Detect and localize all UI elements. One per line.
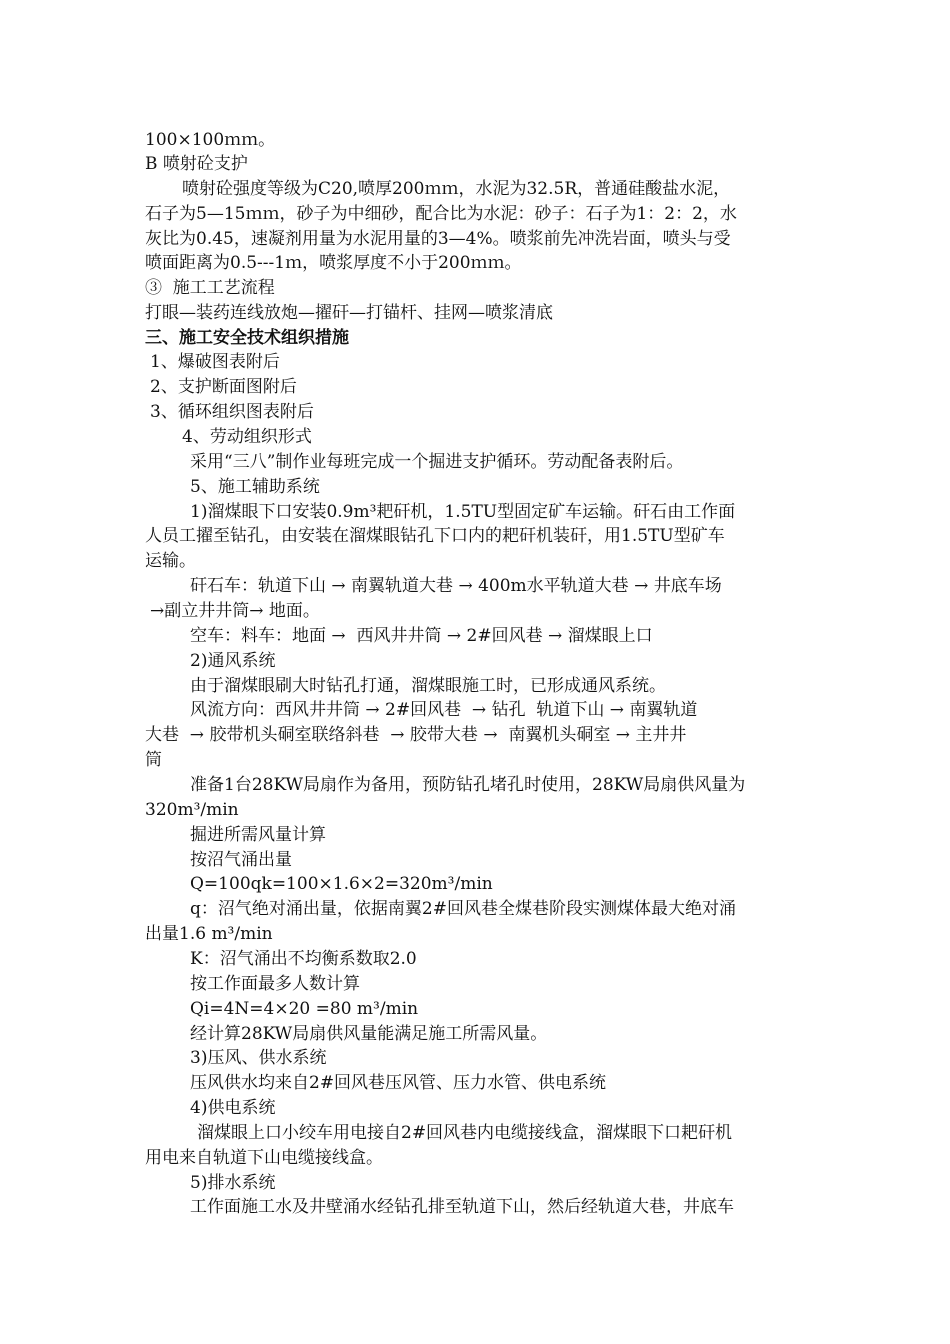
section-heading: 三、施工安全技术组织措施 [145,328,349,348]
text-line: 准备1台28KW局扇作为备用，预防钻孔堵孔时使用，28KW局扇供风量为 [190,775,746,795]
text-line: B 喷射砼支护 [145,154,248,174]
text-line: 矸石车：轨道下山 → 南翼轨道大巷 → 400m水平轨道大巷 → 井底车场 [190,576,722,596]
text-line: 2)通风系统 [190,651,276,671]
text-line: Q=100qk=100×1.6×2=320m³/min [190,874,493,894]
text-line: 灰比为0.45，速凝剂用量为水泥用量的3—4%。喷浆前先冲洗岩面，喷头与受 [145,229,731,249]
text-line: 用电来自轨道下山电缆接线盒。 [145,1148,383,1168]
text-line: 大巷 → 胶带机头硐室联络斜巷 → 胶带大巷 → 南翼机头硐室 → 主井井 [145,725,687,745]
text-line: 1、爆破图表附后 [150,352,280,372]
text-line: 4、劳动组织形式 [182,427,312,447]
text-line: 人员工擢至钻孔，由安装在溜煤眼钻孔下口内的耙矸机装矸，用1.5TU型矿车 [145,526,725,546]
text-line: q：沼气绝对涌出量，依据南翼2#回风巷全煤巷阶段实测煤体最大绝对涌 [190,899,736,919]
text-line: 运输。 [145,551,196,571]
text-line: 溜煤眼上口小绞车用电接自2#回风巷内电缆接线盒，溜煤眼下口耙矸机 [197,1123,733,1143]
text-line: ③ 施工工艺流程 [145,278,275,298]
text-line: 出量1.6 m³/min [145,924,273,944]
text-line: 2、支护断面图附后 [150,377,297,397]
text-line: 风流方向：西风井井筒 → 2#回风巷 → 钻孔 轨道下山 → 南翼轨道 [190,700,698,720]
text-line: 喷射砼强度等级为C20,喷厚200ｍｍ，水泥为32.5R，普通硅酸盐水泥， [182,179,731,199]
text-line: 按沼气涌出量 [190,850,292,870]
text-line: 空车：料车：地面 → 西风井井筒 → 2#回风巷 → 溜煤眼上口 [190,626,653,646]
text-line: 采用“三八”制作业每班完成一个掘进支护循环。劳动配备表附后。 [190,452,684,472]
text-line: 3)压风、供水系统 [190,1048,327,1068]
text-line: 3、循环组织图表附后 [150,402,314,422]
text-line: 打眼—装药连线放炮—擢矸—打锚杆、挂网—喷浆清底 [145,303,553,323]
text-line: K：沼气涌出不均衡系数取2.0 [190,949,417,969]
text-line: 工作面施工水及井壁涌水经钻孔排至轨道下山，然后经轨道大巷，井底车 [190,1197,734,1217]
text-line: 经计算28KW局扇供风量能满足施工所需风量。 [190,1024,548,1044]
text-line: 4)供电系统 [190,1098,276,1118]
text-line: 压风供水均来自2#回风巷压风管、压力水管、供电系统 [190,1073,607,1093]
text-line: 5、施工辅助系统 [190,477,320,497]
text-line: 1)溜煤眼下口安装0.9m³耙矸机，1.5TU型固定矿车运输。矸石由工作面 [190,502,736,522]
text-line: 喷面距离为0.5---1ｍ，喷浆厚度不小于200ｍｍ。 [145,253,522,273]
text-line: Qi=4N=4×20 =80 m³/min [190,999,419,1019]
text-line: 掘进所需风量计算 [190,825,326,845]
text-line: 320m³/min [145,800,239,820]
text-line: 5)排水系统 [190,1173,276,1193]
text-line: 100×100ｍｍ。 [145,130,276,150]
text-line: 石子为5—15ｍｍ，砂子为中细砂，配合比为水泥：砂子：石子为1：2：2，水 [145,204,737,224]
text-line: 按工作面最多人数计算 [190,974,360,994]
text-line: →副立井井筒→ 地面。 [150,601,320,621]
text-line: 由于溜煤眼刷大时钻孔打通，溜煤眼施工时，已形成通风系统。 [190,676,666,696]
text-line: 筒 [145,750,162,770]
